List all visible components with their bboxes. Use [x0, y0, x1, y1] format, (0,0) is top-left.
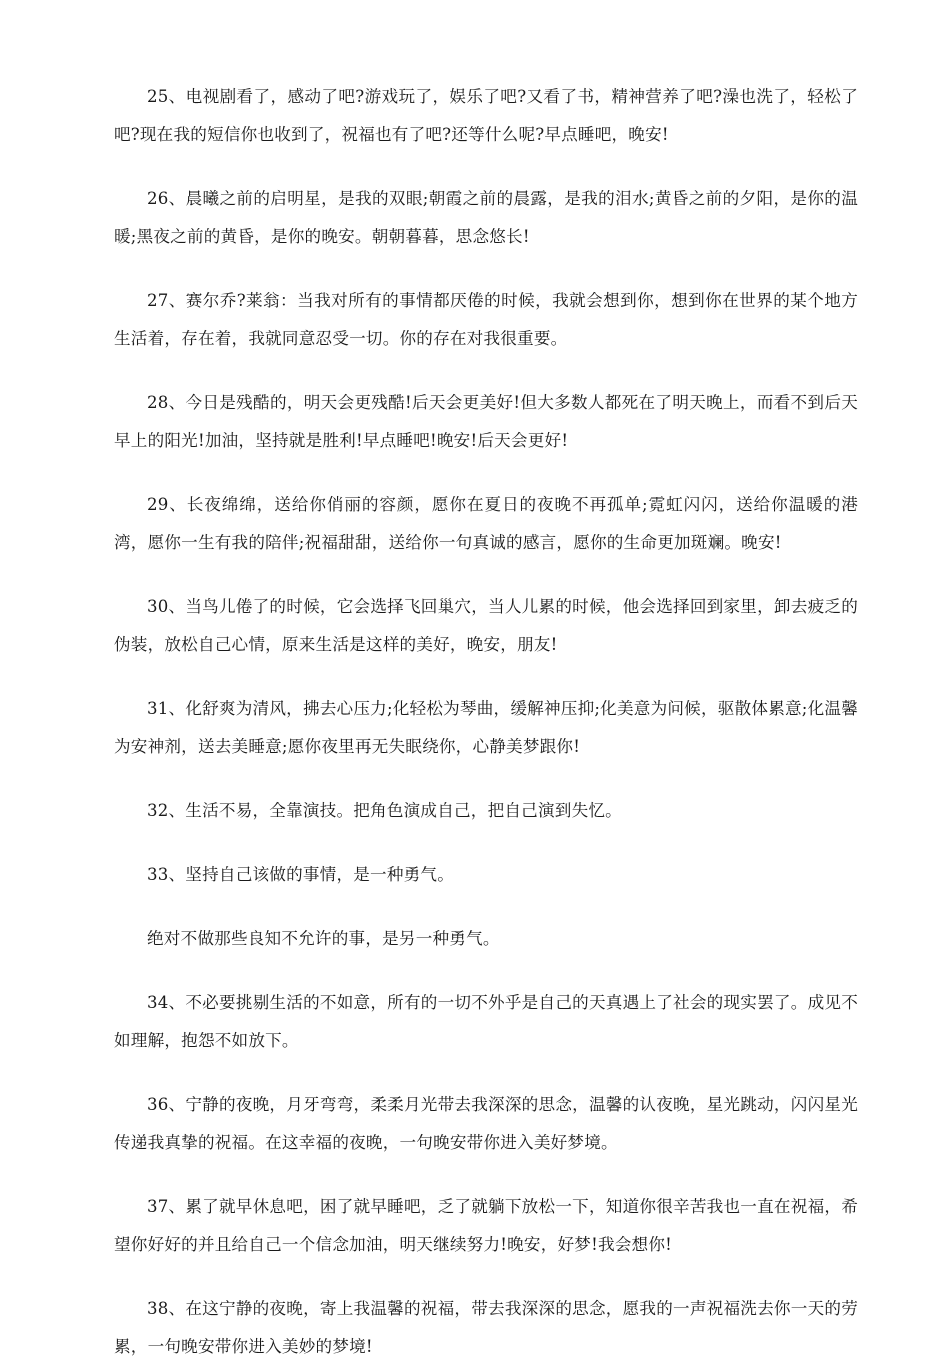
paragraph-26: 26、晨曦之前的启明星，是我的双眼;朝霞之前的晨露，是我的泪水;黄昏之前的夕阳，是你的温暖;黑夜之前的黄昏，是你的晚安。朝朝暮暮，思念悠长!: [114, 189, 858, 246]
paragraph-32: 32、生活不易，全靠演技。把角色演成自己，把自己演到失忆。: [147, 801, 622, 820]
paragraph-37: 37、累了就早休息吧，困了就早睡吧，乏了就躺下放松一下，知道你很辛苦我也一直在祝福，希望你好好的并且给自己一个信念加油，明天继续努力!晚安，好梦!我会想你!: [114, 1197, 858, 1254]
paragraph-34: 34、不必要挑剔生活的不如意，所有的一切不外乎是自己的天真遇上了社会的现实罢了。成见不如理解，抱怨不如放下。: [114, 993, 858, 1050]
paragraph-27: 27、赛尔乔?莱翁：当我对所有的事情都厌倦的时候，我就会想到你，想到你在世界的某个地方生活着，存在着，我就同意忍受一切。你的存在对我很重要。: [114, 291, 858, 348]
paragraph-28: 28、今日是残酷的，明天会更残酷!后天会更美好!但大多数人都死在了明天晚上，而看不到后天早上的阳光!加油，坚持就是胜利!早点睡吧!晚安!后天会更好!: [114, 393, 858, 450]
paragraph-36: 36、宁静的夜晚，月牙弯弯，柔柔月光带去我深深的思念，温馨的认夜晚，星光跳动，闪闪星光传递我真挚的祝福。在这幸福的夜晚，一句晚安带你进入美好梦境。: [114, 1095, 858, 1152]
paragraph-33: 33、坚持自己该做的事情，是一种勇气。: [147, 865, 455, 884]
paragraph-25: 25、电视剧看了，感动了吧?游戏玩了，娱乐了吧?又看了书，精神营养了吧?澡也洗了，轻松了吧?现在我的短信你也收到了，祝福也有了吧?还等什么呢?早点睡吧，晚安!: [114, 87, 858, 144]
paragraph-31: 31、化舒爽为清风，拂去心压力;化轻松为琴曲，缓解神压抑;化美意为问候，驱散体累意;化温馨为安神剂，送去美睡意;愿你夜里再无失眠绕你，心静美梦跟你!: [114, 699, 858, 756]
paragraph-33-continuation: 绝对不做那些良知不允许的事，是另一种勇气。: [147, 929, 500, 948]
paragraph-38: 38、在这宁静的夜晚，寄上我温馨的祝福，带去我深深的思念，愿我的一声祝福洗去你一天的劳累，一句晚安带你进入美妙的梦境!: [114, 1299, 858, 1356]
paragraph-29: 29、长夜绵绵，送给你俏丽的容颜，愿你在夏日的夜晚不再孤单;霓虹闪闪，送给你温暖的港湾，愿你一生有我的陪伴;祝福甜甜，送给你一句真诚的感言，愿你的生命更加斑斓。晚安!: [114, 495, 858, 552]
paragraph-30: 30、当鸟儿倦了的时候，它会选择飞回巢穴，当人儿累的时候，他会选择回到家里，卸去疲乏的伪装，放松自己心情，原来生活是这样的美好，晚安，朋友!: [114, 597, 858, 654]
